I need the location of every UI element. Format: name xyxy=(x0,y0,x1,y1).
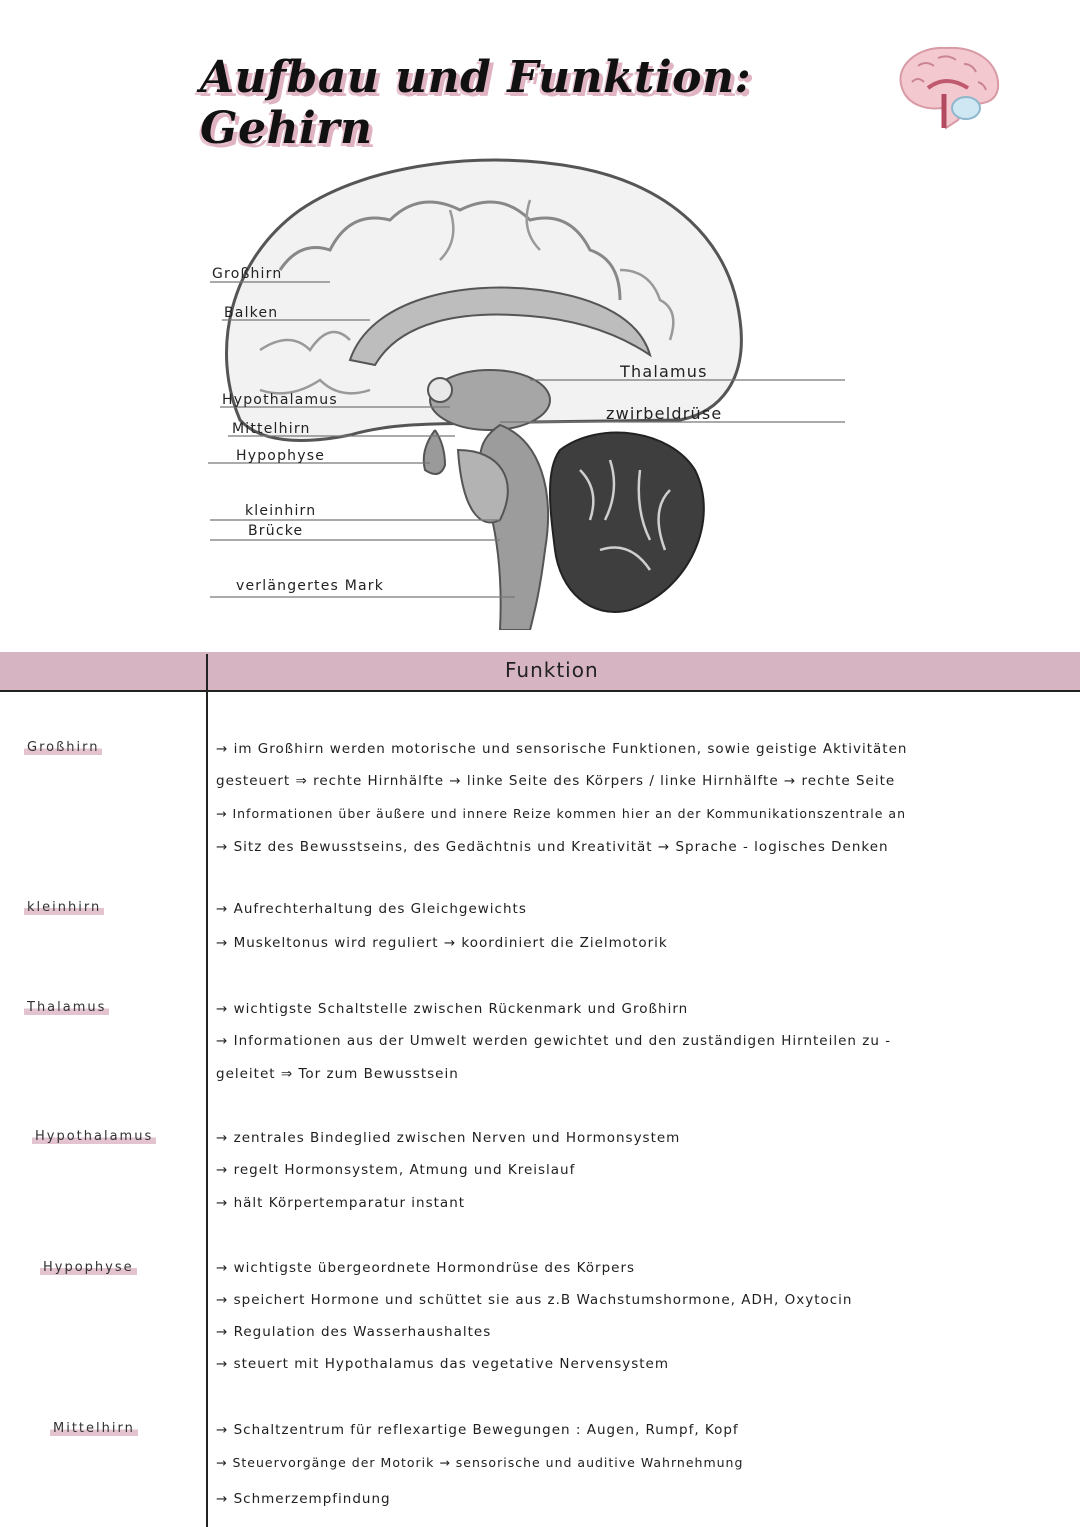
row-label-hypophyse: Hypophyse xyxy=(40,1260,137,1275)
thalamus-line-2: → Informationen aus der Umwelt werden gewichtet und den zuständigen Hirnteilen zu - xyxy=(216,1033,892,1049)
label-grosshirn: Großhirn xyxy=(212,266,283,282)
hypothalamus-line-1: → zentrales Bindeglied zwischen Nerven und Hormonsystem xyxy=(216,1130,681,1146)
label-bruecke: Brücke xyxy=(248,523,304,539)
kleinhirn-line-1: → Aufrechterhaltung des Gleichgewichts xyxy=(216,901,527,917)
row-label-thalamus: Thalamus xyxy=(24,1000,109,1015)
row-label-mittelhirn: Mittelhirn xyxy=(50,1421,138,1436)
kleinhirn-line-2: → Muskeltonus wird reguliert → koordiniert die Zielmotorik xyxy=(216,935,668,951)
table-divider xyxy=(206,654,208,1527)
row-label-grosshirn: Großhirn xyxy=(24,740,102,755)
grosshirn-line-1: → im Großhirn werden motorische und sensorische Funktionen, sowie geistige Aktivitäten xyxy=(216,741,908,757)
brain-icon xyxy=(888,36,1008,136)
grosshirn-line-2: gesteuert ⇒ rechte Hirnhälfte → linke Seite des Körpers / linke Hirnhälfte → rechte Seite xyxy=(216,773,896,789)
label-hypothalamus: Hypothalamus xyxy=(222,392,338,408)
page-title: Aufbau und Funktion: Gehirn xyxy=(200,52,752,154)
row-label-hypothalamus: Hypothalamus xyxy=(32,1129,156,1144)
thalamus-line-1: → wichtigste Schaltstelle zwischen Rückenmark und Großhirn xyxy=(216,1001,689,1017)
grosshirn-line-4: → Sitz des Bewusstseins, des Gedächtnis und Kreativität → Sprache - logisches Denken xyxy=(216,839,889,855)
label-balken: Balken xyxy=(224,305,279,321)
mittelhirn-line-3: → Schmerzempfindung xyxy=(216,1491,391,1507)
label-thalamus: Thalamus xyxy=(620,362,708,381)
label-verlaengertes-mark: verlängertes Mark xyxy=(236,578,385,594)
label-mittelhirn: Mittelhirn xyxy=(232,421,311,437)
label-kleinhirn: kleinhirn xyxy=(245,503,317,519)
hypophyse-line-2: → speichert Hormone und schüttet sie aus z.B Wachstumshormone, ADH, Oxytocin xyxy=(216,1292,853,1308)
hypophyse-line-3: → Regulation des Wasserhaushaltes xyxy=(216,1324,492,1340)
hypophyse-line-1: → wichtigste übergeordnete Hormondrüse des Körpers xyxy=(216,1260,636,1276)
hypothalamus-line-3: → hält Körpertemparatur instant xyxy=(216,1195,466,1211)
mittelhirn-line-1: → Schaltzentrum für reflexartige Bewegungen : Augen, Rumpf, Kopf xyxy=(216,1422,739,1438)
label-hypophyse: Hypophyse xyxy=(236,448,326,464)
label-zwirbeldruese: zwirbeldrüse xyxy=(606,404,723,423)
hypophyse-line-4: → steuert mit Hypothalamus das vegetative Nervensystem xyxy=(216,1356,670,1372)
mittelhirn-line-2: → Steuervorgänge der Motorik → sensorische und auditive Wahrnehmung xyxy=(216,1455,744,1470)
table-header-funktion: Funktion xyxy=(505,658,599,682)
hypothalamus-line-2: → regelt Hormonsystem, Atmung und Kreislauf xyxy=(216,1162,576,1178)
thalamus-line-3: geleitet ⇒ Tor zum Bewusstsein xyxy=(216,1066,459,1082)
brain-illustration xyxy=(200,150,860,630)
grosshirn-line-3: → Informationen über äußere und innere Reize kommen hier an der Kommunikationszentrale an xyxy=(216,806,907,821)
row-label-kleinhirn: kleinhirn xyxy=(24,900,104,915)
